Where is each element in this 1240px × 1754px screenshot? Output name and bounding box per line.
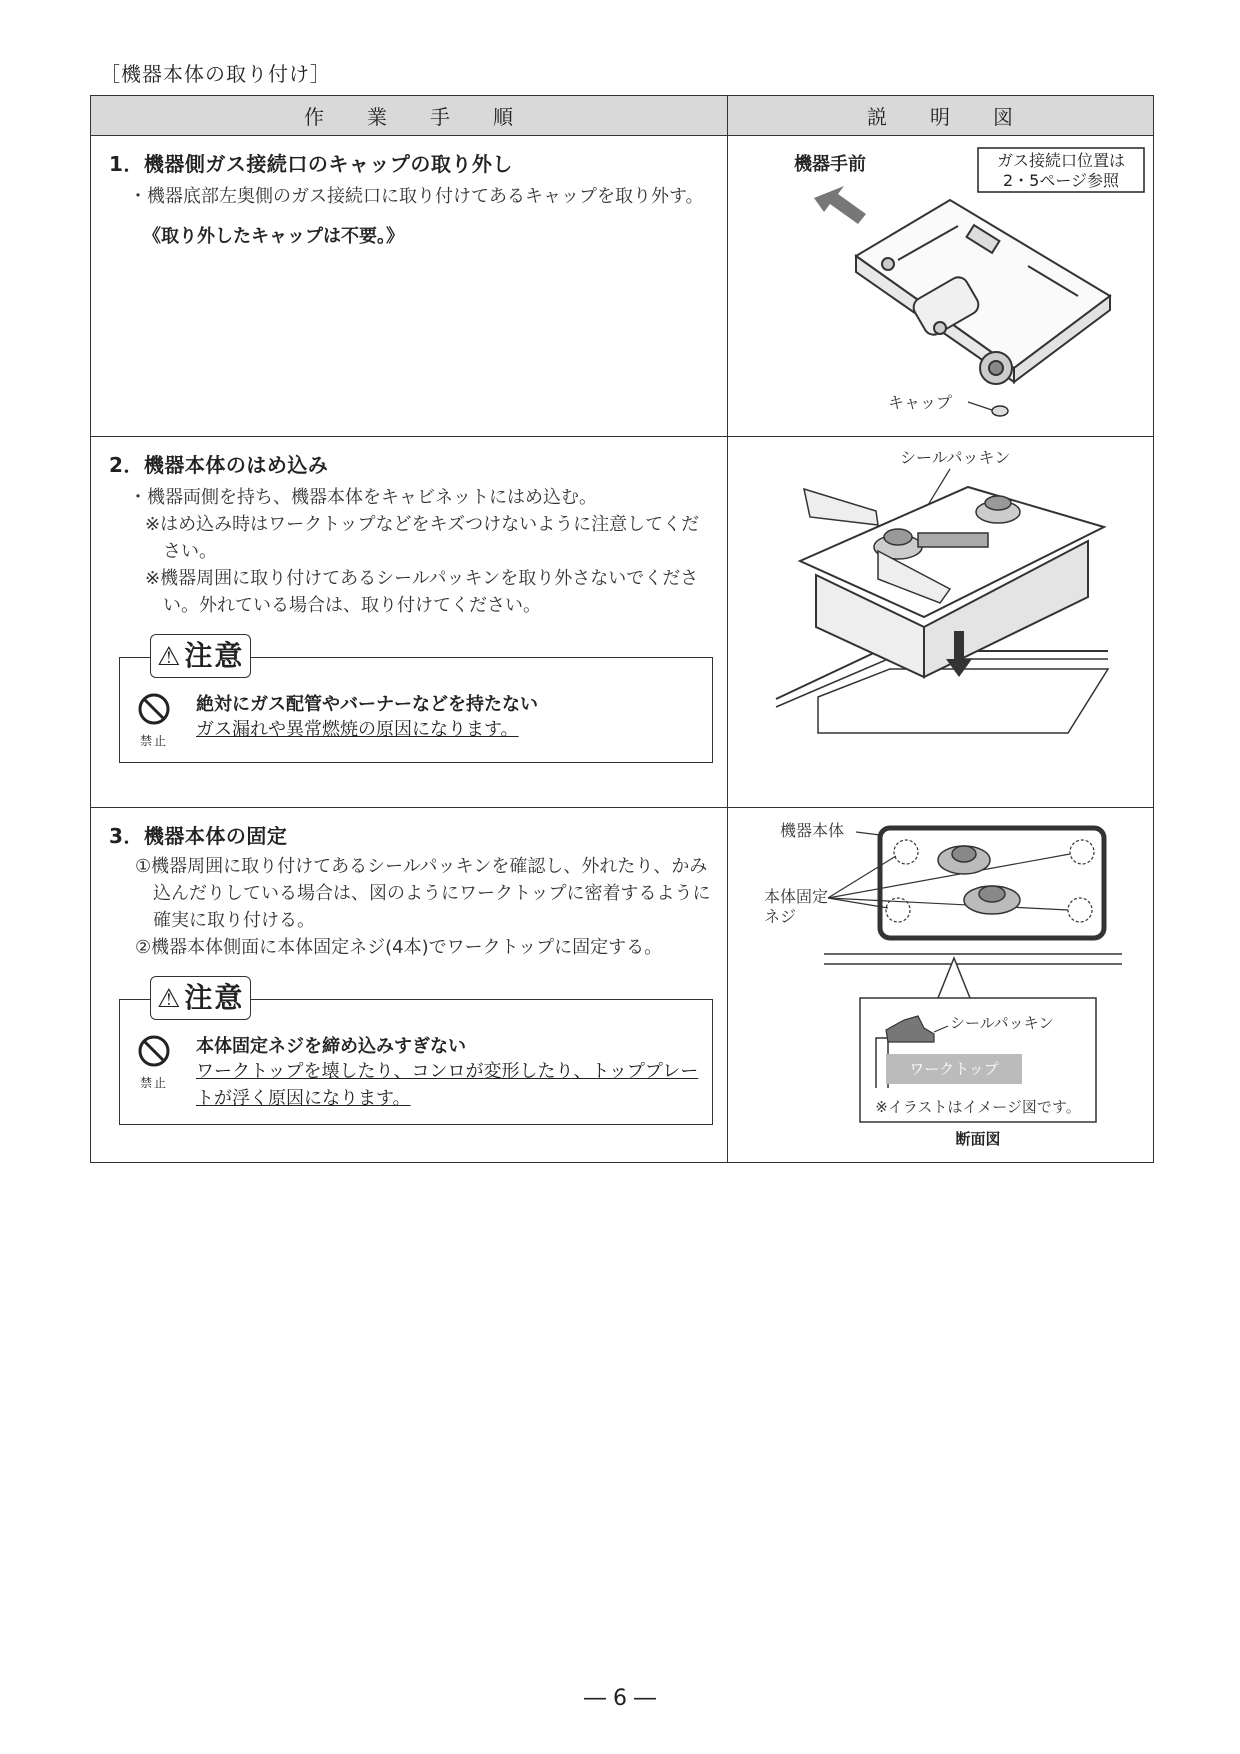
caution-title-2: 絶対にガス配管やバーナーなどを持たない [196,694,538,715]
installation-illustration [728,437,1154,807]
prohibit-3 [134,1034,174,1091]
ref-box-line-2: 2・5ページ参照 [1002,171,1120,190]
step-2-line-2: ※はめ込み時はワークトップなどをキズつけないように注意してください。 [145,514,700,562]
step-3-text [91,808,728,1163]
caution-tag-2 [150,634,251,678]
step-row-1 [91,136,1154,437]
caution-tag-label: 注意 [184,981,245,1014]
cap-label: キャップ [888,393,953,412]
step-2-title: 2．機器本体のはめ込み [109,453,329,477]
down-arrow-icon [946,659,972,677]
caution-body-3: ワークトップを壊したり、コンロが変形したり、トッププレートが浮く原因になります。 [196,1061,699,1109]
table-header-row [91,96,1154,136]
seal-label-cross: シールパッキン [950,1014,1054,1032]
fixing-illustration [728,808,1154,1162]
step-1-title: 1．機器側ガス接続口のキャップの取り外し [109,152,513,176]
step-2-figure [728,437,1154,808]
caution-tag-label: 注意 [184,639,245,672]
cooktop-underside-illustration [728,136,1154,436]
procedure-table [90,95,1154,1163]
step-1-text [91,136,728,437]
step-3-figure [728,808,1154,1163]
prohibit-label: 禁止 [139,1076,168,1090]
body-label: 機器本体 [780,821,845,840]
step-3-title: 3．機器本体の固定 [109,824,288,848]
cap-icon [992,406,1008,416]
cross-section-caption: 断面図 [955,1130,1001,1148]
caution-box-2 [119,639,713,763]
prohibit-icon [137,692,171,726]
step-3-line-2: ②機器本体側面に本体固定ネジ(4本)でワークトップに固定する。 [135,937,663,958]
caution-body-2: ガス漏れや異常燃焼の原因になります。 [196,719,519,740]
unit-body [856,200,1110,384]
step-row-2 [91,437,1154,808]
illustration-note: ※イラストはイメージ図です。 [875,1098,1081,1116]
hand-left-icon [804,489,878,525]
worktop-label: ワークトップ [909,1060,999,1078]
step-2-line-3: ※機器周囲に取り付けてあるシールパッキンを取り外さないでください。外れている場合は、取り付けてください。 [145,568,699,616]
warning-triangle-icon: ⚠ [157,642,183,672]
section-title: ［機器本体の取り付け］ [100,62,331,86]
step-2-text [91,437,728,808]
step-row-3 [91,808,1154,1163]
step-3-line-1: ①機器周囲に取り付けてあるシールパッキンを確認し、外れたり、かみ込んだりしている場合は、図のようにワークトップに密着するように確実に取り付ける。 [135,856,711,931]
step-1-line-1: ・機器底部左奥側のガス接続口に取り付けてあるキャップを取り外す。 [129,186,704,207]
header-procedure: 作 業 手 順 [91,96,728,136]
warning-triangle-icon: ⚠ [157,984,183,1014]
caution-title-3: 本体固定ネジを締め込みすぎない [196,1036,466,1057]
prohibit-2 [134,692,174,749]
screw-label-1: 本体固定 [764,887,829,906]
header-diagram: 説 明 図 [728,96,1154,136]
step-2-line-1: ・機器両側を持ち、機器本体をキャビネットにはめ込む。 [129,487,597,508]
step-1-figure [728,136,1154,437]
front-arrow-icon [814,186,866,224]
front-label: 機器手前 [794,154,866,175]
seal-label: シールパッキン [900,448,1011,467]
step-1-bold-note: 《取り外したキャップは不要。》 [143,226,404,247]
page-number: ― 6 ― [584,1686,656,1711]
ref-box-line-1: ガス接続口位置は [996,151,1126,170]
caution-tag-3 [150,976,251,1020]
prohibit-label: 禁止 [139,734,168,748]
prohibit-icon [137,1034,171,1068]
screw-label-2: ネジ [764,907,797,926]
caution-box-3 [119,981,713,1125]
